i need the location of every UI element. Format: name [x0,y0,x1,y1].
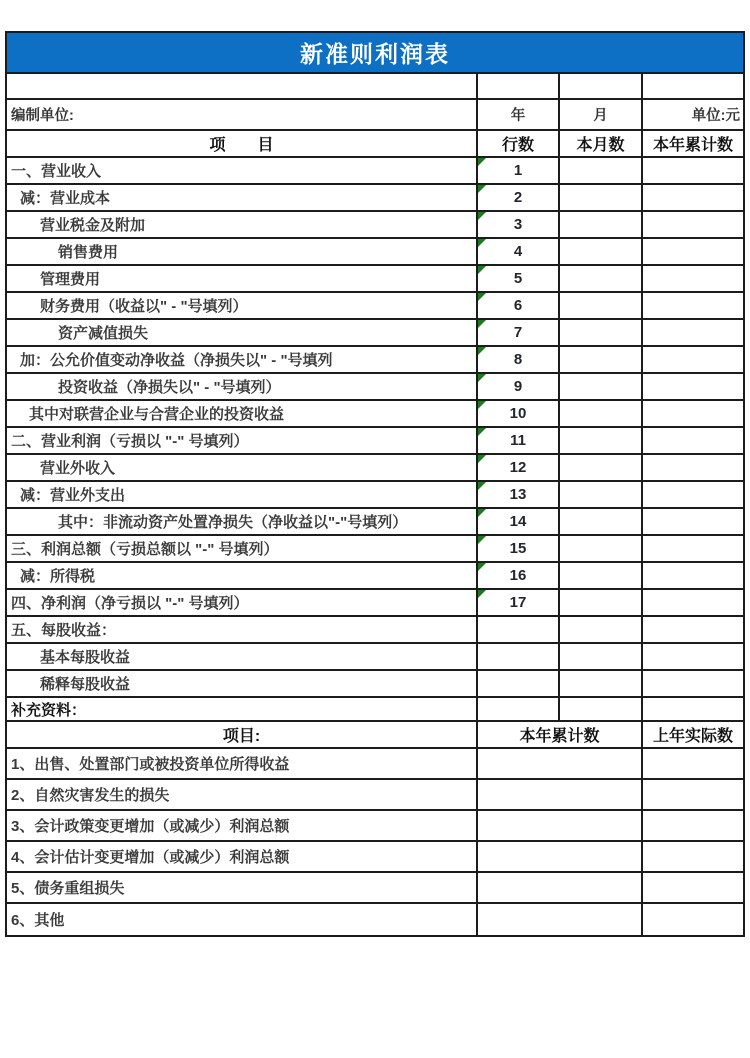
current-month-value-cell[interactable] [560,266,643,291]
ytd-value-cell[interactable] [643,239,743,264]
error-flag-icon [478,509,486,517]
row-line-cell [478,347,560,372]
row-line-number: 3 [513,216,523,233]
supp-col-header-ytd: 本年累计数 [478,722,643,747]
supp-prev-year-value-cell[interactable] [643,780,743,809]
row-line-cell [478,212,560,237]
supplement-header-row [7,722,743,749]
ytd-value-cell[interactable] [643,563,743,588]
current-month-value-cell[interactable] [560,212,643,237]
current-month-value-cell[interactable] [560,320,643,345]
current-month-value-cell[interactable] [560,590,643,615]
error-flag-icon [478,212,486,220]
row-line-number: 10 [509,405,527,422]
row-item-label: 其中：非流动资产处置净损失（净收益以"-"号填列） [7,509,478,534]
supp-ytd-value-cell[interactable] [478,842,643,871]
row-line-cell [478,266,560,291]
unit-label: 单位:元 [691,108,740,124]
row-line-cell [478,401,560,426]
prepared-by-label: 编制单位: [7,100,478,129]
row-line-cell [478,617,560,642]
ytd-value-cell[interactable] [643,536,743,561]
ytd-value-cell[interactable] [643,347,743,372]
current-month-value-cell[interactable] [560,158,643,183]
supp-ytd-value-cell[interactable] [478,749,643,778]
current-month-value-cell[interactable] [560,509,643,534]
row-line-cell [478,644,560,669]
ytd-value-cell[interactable] [643,185,743,210]
current-month-value-cell[interactable] [560,239,643,264]
supp-prev-year-value-cell[interactable] [643,842,743,871]
supp-prev-year-value-cell[interactable] [643,873,743,902]
ytd-value-cell[interactable] [643,617,743,642]
supplement-row [7,842,743,873]
main-header-row [7,131,743,158]
table-row [7,347,743,374]
current-month-value-cell[interactable] [560,671,643,696]
table-row [7,455,743,482]
ytd-value-cell[interactable] [643,428,743,453]
meta-row [7,100,743,131]
table-row [7,293,743,320]
table-row [7,266,743,293]
row-line-cell [478,374,560,399]
table-row [7,617,743,644]
current-month-value-cell[interactable] [560,617,643,642]
error-flag-icon [478,536,486,544]
table-row [7,482,743,509]
error-flag-icon [478,563,486,571]
empty-cell [643,698,743,720]
current-month-value-cell[interactable] [560,347,643,372]
row-item-label: 二、营业利润（亏损以 "-" 号填列） [7,428,478,453]
col-header-ytd: 本年累计数 [652,137,733,154]
month-label: 月 [560,100,643,129]
empty-cell [7,74,478,98]
supp-prev-year-value-cell[interactable] [643,904,743,935]
row-item-label: 其中对联营企业与合营企业的投资收益 [7,401,478,426]
row-line-cell [478,320,560,345]
row-line-number: 12 [509,459,527,476]
error-flag-icon [478,320,486,328]
current-month-value-cell[interactable] [560,428,643,453]
supp-row-label: 4、会计估计变更增加（或减少）利润总额 [7,842,478,871]
table-row [7,536,743,563]
row-line-number: 1 [513,162,523,179]
main-table-body [7,158,743,698]
row-item-label: 一、营业收入 [7,158,478,183]
row-line-cell [478,509,560,534]
error-flag-icon [478,158,486,166]
supp-col-header-prev-year: 上年实际数 [652,728,733,745]
row-item-label: 营业税金及附加 [7,212,478,237]
supp-ytd-value-cell[interactable] [478,873,643,902]
table-row [7,212,743,239]
row-line-cell [478,293,560,318]
row-line-number: 11 [510,432,526,449]
supp-ytd-value-cell[interactable] [478,811,643,840]
ytd-value-cell[interactable] [643,374,743,399]
supp-row-label: 3、会计政策变更增加（或减少）利润总额 [7,811,478,840]
ytd-value-cell[interactable] [643,482,743,507]
table-row [7,563,743,590]
table-row [7,590,743,617]
row-item-label: 五、每股收益： [7,617,478,642]
table-row [7,185,743,212]
row-line-cell [478,563,560,588]
row-item-label: 减：所得税 [7,563,478,588]
supp-prev-year-value-cell[interactable] [643,749,743,778]
supp-prev-year-value-cell[interactable] [643,811,743,840]
ytd-value-cell[interactable] [643,671,743,696]
supplement-row [7,749,743,780]
table-row [7,671,743,698]
row-line-cell [478,671,560,696]
supp-row-label: 1、出售、处置部门或被投资单位所得收益 [7,749,478,778]
table-row [7,509,743,536]
row-line-number: 13 [509,486,527,503]
row-item-label: 基本每股收益 [7,644,478,669]
error-flag-icon [478,185,486,193]
error-flag-icon [478,239,486,247]
current-month-value-cell[interactable] [560,536,643,561]
row-line-cell [478,482,560,507]
ytd-value-cell[interactable] [643,212,743,237]
col-header-current-month: 本月数 [560,131,643,156]
row-line-number: 6 [513,297,523,314]
error-flag-icon [478,266,486,274]
row-item-label: 营业外收入 [7,455,478,480]
supplement-row [7,780,743,811]
row-line-number: 5 [513,270,523,287]
row-item-label: 加：公允价值变动净收益（净损失以" - "号填列 [7,347,478,372]
year-label: 年 [478,100,560,129]
row-line-number: 14 [509,513,527,530]
row-item-label: 四、净利润（净亏损以 "-" 号填列） [7,590,478,615]
current-month-value-cell[interactable] [560,185,643,210]
ytd-value-cell[interactable] [643,320,743,345]
ytd-value-cell[interactable] [643,401,743,426]
table-row [7,320,743,347]
supplement-row [7,811,743,842]
row-item-label: 管理费用 [7,266,478,291]
row-line-number: 9 [513,378,523,395]
empty-cell [478,74,560,98]
table-row [7,158,743,185]
supplement-section-row [7,698,743,722]
error-flag-icon [478,374,486,382]
row-line-number: 17 [509,594,527,611]
row-line-cell [478,428,560,453]
row-item-label: 三、利润总额（亏损总额以 "-" 号填列） [7,536,478,561]
row-line-number: 16 [509,567,527,584]
error-flag-icon [478,455,486,463]
table-row [7,239,743,266]
ytd-value-cell[interactable] [643,266,743,291]
row-line-cell [478,536,560,561]
row-item-label: 减：营业成本 [7,185,478,210]
row-line-number: 15 [509,540,527,557]
col-header-line-no: 行数 [478,131,560,156]
ytd-value-cell[interactable] [643,293,743,318]
row-line-cell [478,185,560,210]
row-item-label: 销售费用 [7,239,478,264]
supp-row-label: 5、债务重组损失 [7,873,478,902]
ytd-value-cell[interactable] [643,590,743,615]
ytd-value-cell[interactable] [643,455,743,480]
current-month-value-cell[interactable] [560,644,643,669]
ytd-value-cell[interactable] [643,644,743,669]
error-flag-icon [478,590,486,598]
spacer-row [7,74,743,100]
income-statement-sheet [5,31,745,937]
error-flag-icon [478,347,486,355]
empty-cell [560,698,643,720]
sheet-title: 新准则利润表 [7,33,743,74]
row-item-label: 稀释每股收益 [7,671,478,696]
error-flag-icon [478,293,486,301]
table-row [7,401,743,428]
row-line-cell [478,158,560,183]
row-line-number: 7 [513,324,523,341]
current-month-value-cell[interactable] [560,401,643,426]
table-row [7,428,743,455]
supp-ytd-value-cell[interactable] [478,904,643,935]
current-month-value-cell[interactable] [560,293,643,318]
supp-row-label: 6、其他 [7,904,478,935]
empty-cell [643,74,743,98]
error-flag-icon [478,401,486,409]
current-month-value-cell[interactable] [560,455,643,480]
col-header-item: 项 目 [7,131,478,156]
empty-cell [478,698,560,720]
ytd-value-cell[interactable] [643,509,743,534]
row-item-label: 资产减值损失 [7,320,478,345]
supp-col-header-item: 项目: [7,722,478,747]
current-month-value-cell[interactable] [560,374,643,399]
row-line-number: 8 [513,351,523,368]
error-flag-icon [478,428,486,436]
current-month-value-cell[interactable] [560,563,643,588]
row-line-cell [478,455,560,480]
table-row [7,644,743,671]
supplement-section-label: 补充资料： [7,698,478,720]
current-month-value-cell[interactable] [560,482,643,507]
row-line-number: 4 [513,243,523,260]
row-item-label: 减：营业外支出 [7,482,478,507]
error-flag-icon [478,482,486,490]
row-item-label: 投资收益（净损失以" - "号填列） [7,374,478,399]
supp-ytd-value-cell[interactable] [478,780,643,809]
supplement-row [7,873,743,904]
ytd-value-cell[interactable] [643,158,743,183]
row-line-number: 2 [513,189,523,206]
row-line-cell [478,590,560,615]
row-item-label: 财务费用（收益以" - "号填列） [7,293,478,318]
supp-row-label: 2、自然灾害发生的损失 [7,780,478,809]
empty-cell [560,74,643,98]
supplement-table-body [7,749,743,935]
row-line-cell [478,239,560,264]
supplement-row [7,904,743,935]
table-row [7,374,743,401]
